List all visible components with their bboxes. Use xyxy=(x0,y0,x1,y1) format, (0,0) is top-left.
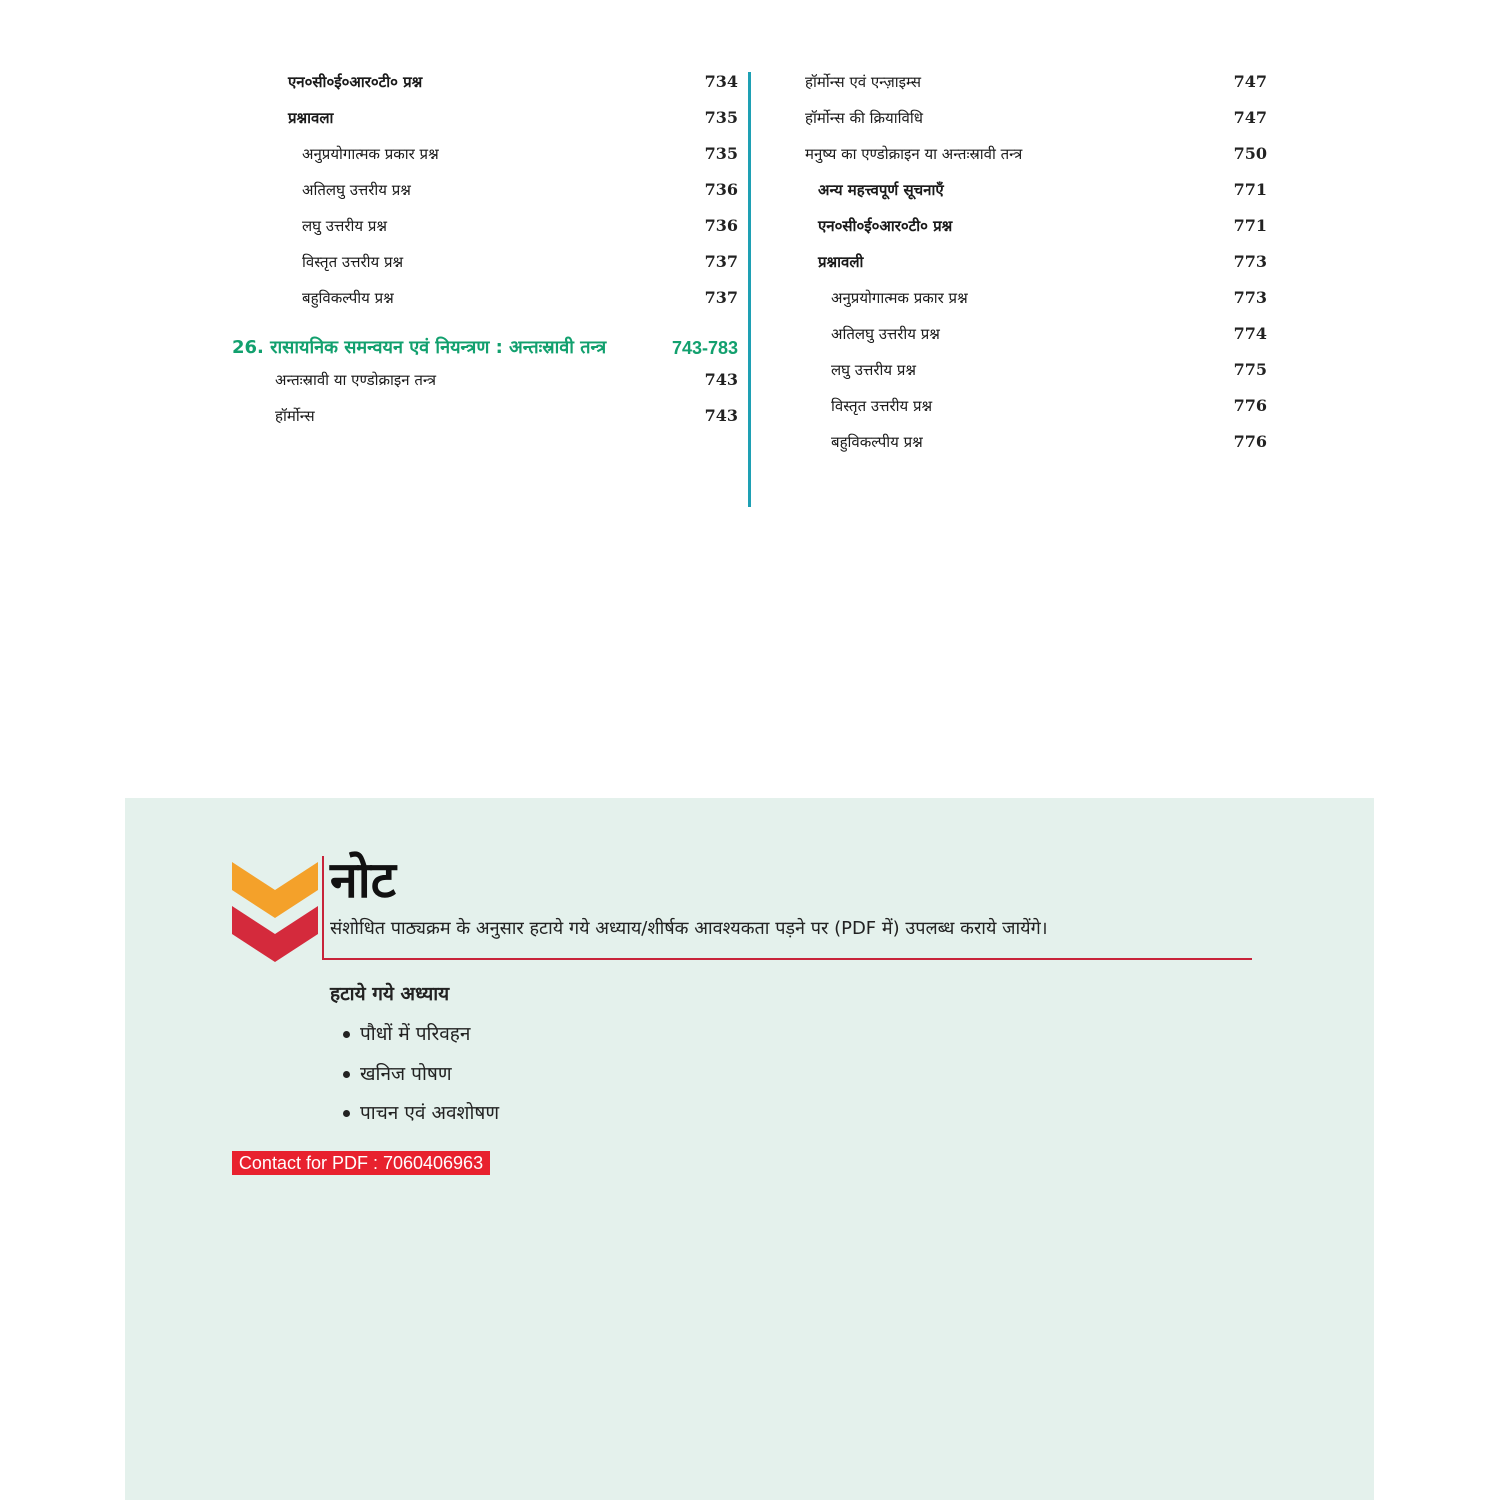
toc-entry-title: एन०सी०ई०आर०टी० प्रश्न xyxy=(818,217,953,235)
chevron-logo-icon xyxy=(232,860,318,964)
toc-entry xyxy=(275,368,738,392)
toc-entry-page: 736 xyxy=(704,180,738,199)
toc-entry-title: अतिलघु उत्तरीय प्रश्न xyxy=(302,181,411,199)
toc-entry-title: प्रश्नावला xyxy=(288,109,334,127)
toc-entry-page: 737 xyxy=(704,288,738,307)
toc-entry-page: 743-783 xyxy=(671,338,738,358)
column-divider xyxy=(748,72,751,507)
removed-chapter-label: पाचन एवं अवशोषण xyxy=(360,1102,500,1124)
toc-entry xyxy=(805,70,1267,94)
note-title: नोट xyxy=(330,851,396,909)
toc-entry-page: 771 xyxy=(1233,216,1267,235)
toc-entry-title: लघु उत्तरीय प्रश्न xyxy=(831,361,917,379)
toc-entry xyxy=(818,214,1267,238)
bullet-icon xyxy=(343,1031,350,1038)
toc-entry xyxy=(818,178,1267,202)
note-vertical-rule xyxy=(322,856,324,960)
toc-entry xyxy=(302,214,738,238)
toc-entry-title: अतिलघु उत्तरीय प्रश्न xyxy=(831,325,940,343)
bullet-icon xyxy=(343,1110,350,1117)
contact-banner: Contact for PDF : 7060406963 xyxy=(232,1151,490,1175)
toc-entry-page: 776 xyxy=(1233,396,1267,415)
toc-entry xyxy=(232,336,738,360)
toc-entry-page: 735 xyxy=(704,108,738,127)
note-body: संशोधित पाठ्यक्रम के अनुसार हटाये गये अध्याय/शीर्षक आवश्यकता पड़ने पर (PDF में) उपलब्ध कराये जायेंगे। xyxy=(330,918,1048,939)
toc-entry-page: 734 xyxy=(704,72,738,91)
toc-entry-title: 26. रासायनिक समन्वयन एवं नियन्त्रण : अन्तःस्रावी तन्त्र xyxy=(232,337,607,358)
toc-entry-page: 776 xyxy=(1233,432,1267,451)
toc-entry xyxy=(302,286,738,310)
toc-entry-page: 771 xyxy=(1233,180,1267,199)
toc-entry-page: 737 xyxy=(704,252,738,271)
toc-entry xyxy=(831,430,1267,454)
toc-entry-page: 743 xyxy=(704,370,738,389)
toc-entry-page: 747 xyxy=(1233,72,1267,91)
toc-entry-page: 774 xyxy=(1233,324,1267,343)
removed-chapter-label: पौधों में परिवहन xyxy=(360,1023,471,1045)
toc-entry xyxy=(288,70,738,94)
toc-entry-page: 743 xyxy=(704,406,738,425)
toc-entry-title: लघु उत्तरीय प्रश्न xyxy=(302,217,388,235)
toc-entry xyxy=(805,142,1267,166)
toc-entry xyxy=(805,106,1267,130)
toc-entry-title: अनुप्रयोगात्मक प्रकार प्रश्न xyxy=(302,145,439,163)
bullet-icon xyxy=(343,1071,350,1078)
removed-chapter-item xyxy=(343,1020,470,1046)
toc-entry xyxy=(302,250,738,274)
toc-entry-page: 750 xyxy=(1233,144,1267,163)
toc-entry-page: 747 xyxy=(1233,108,1267,127)
toc-entry-page: 773 xyxy=(1233,252,1267,271)
toc-entry-title: मनुष्य का एण्डोक्राइन या अन्तःस्रावी तन्त्र xyxy=(805,145,1023,163)
toc-entry-title: अनुप्रयोगात्मक प्रकार प्रश्न xyxy=(831,289,968,307)
toc-entry-title: हॉर्मोन्स की क्रियाविधि xyxy=(805,109,923,127)
toc-entry xyxy=(831,394,1267,418)
removed-chapter-item xyxy=(343,1060,452,1086)
note-box xyxy=(125,798,1374,1500)
toc-entry xyxy=(302,142,738,166)
toc-entry xyxy=(831,358,1267,382)
toc-entry-title: हॉर्मोन्स xyxy=(275,407,315,425)
toc-entry-title: बहुविकल्पीय प्रश्न xyxy=(831,433,923,451)
toc-entry xyxy=(831,322,1267,346)
toc-entry-title: प्रश्नावली xyxy=(818,253,864,271)
removed-chapter-label: खनिज पोषण xyxy=(360,1063,452,1085)
toc-entry-title: एन०सी०ई०आर०टी० प्रश्न xyxy=(288,73,423,91)
toc-entry xyxy=(818,250,1267,274)
toc-entry xyxy=(302,178,738,202)
toc-entry-title: हॉर्मोन्स एवं एन्ज़ाइम्स xyxy=(805,73,922,91)
toc-entry xyxy=(831,286,1267,310)
removed-chapter-item xyxy=(343,1099,499,1125)
note-horizontal-rule xyxy=(322,958,1252,960)
toc-entry xyxy=(275,404,738,428)
toc-entry-page: 735 xyxy=(704,144,738,163)
removed-chapters-heading: हटाये गये अध्याय xyxy=(330,983,450,1005)
toc-entry-page: 775 xyxy=(1233,360,1267,379)
toc-entry-title: बहुविकल्पीय प्रश्न xyxy=(302,289,394,307)
toc-entry xyxy=(288,106,738,130)
toc-entry-title: अन्य महत्त्वपूर्ण सूचनाएँ xyxy=(818,181,944,199)
toc-entry-page: 773 xyxy=(1233,288,1267,307)
toc-entry-title: विस्तृत उत्तरीय प्रश्न xyxy=(831,397,933,415)
toc-entry-title: अन्तःस्रावी या एण्डोक्राइन तन्त्र xyxy=(275,371,437,389)
toc-entry-title: विस्तृत उत्तरीय प्रश्न xyxy=(302,253,404,271)
toc-entry-page: 736 xyxy=(704,216,738,235)
